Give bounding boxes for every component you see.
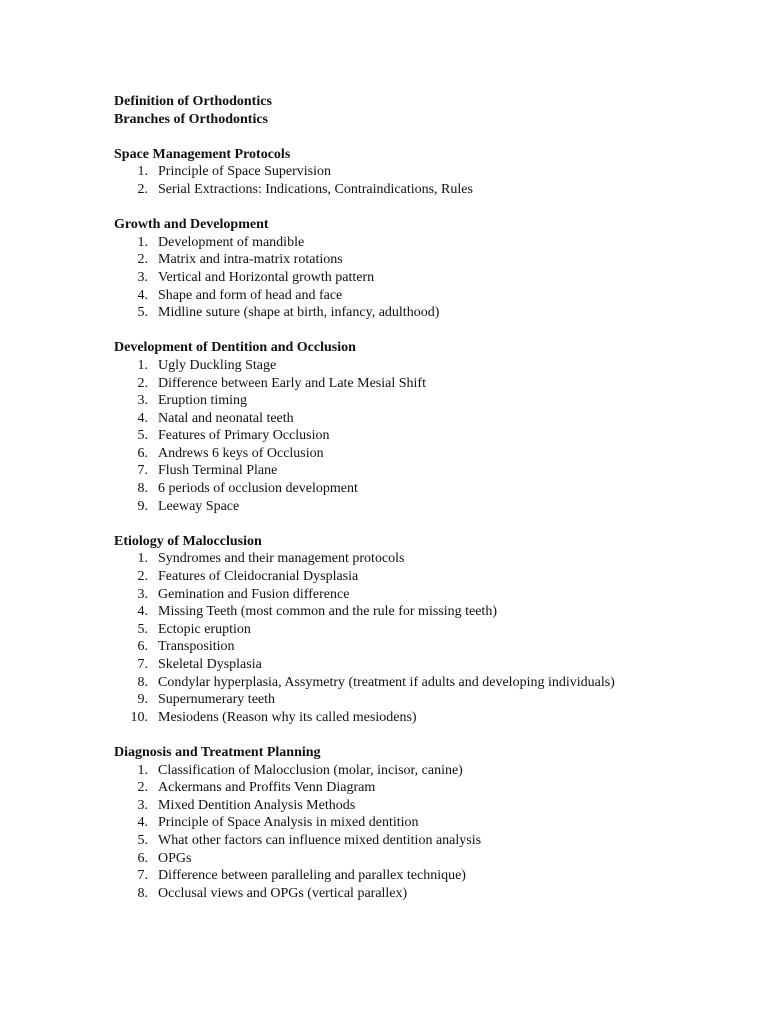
list-number: 3.	[137, 797, 148, 813]
list-item-text: Syndromes and their management protocols	[158, 551, 405, 567]
section-title: Diagnosis and Treatment Planning	[114, 744, 321, 760]
list-item	[114, 392, 734, 410]
list-item	[114, 638, 734, 656]
numbered-list	[114, 163, 734, 198]
list-item	[114, 234, 734, 252]
list-number: 3.	[137, 586, 148, 602]
list-item-text: Flush Terminal Plane	[158, 463, 278, 479]
list-item	[114, 375, 734, 393]
document-page	[114, 93, 734, 902]
numbered-list	[114, 357, 734, 515]
list-item-text: Midline suture (shape at birth, infancy, adulthood)	[158, 305, 440, 321]
list-item-text: Serial Extractions: Indications, Contraindications, Rules	[158, 181, 473, 197]
list-item-text: Transposition	[158, 639, 235, 655]
list-item	[114, 832, 734, 850]
list-item-text: What other factors can influence mixed dentition analysis	[158, 832, 482, 848]
section-title: Space Management Protocols	[114, 146, 291, 162]
list-item	[114, 357, 734, 375]
list-item-text: Mixed Dentition Analysis Methods	[158, 797, 356, 813]
list-number: 3.	[137, 393, 148, 409]
list-number: 6.	[137, 639, 148, 655]
list-number: 5.	[137, 428, 148, 444]
list-number: 5.	[137, 832, 148, 848]
list-item	[114, 674, 734, 692]
section-title: Development of Dentition and Occlusion	[114, 340, 356, 356]
section-title: Etiology of Malocclusion	[114, 533, 262, 549]
list-number: 8.	[137, 674, 148, 690]
section-space-management	[114, 146, 734, 199]
list-item-text: Condylar hyperplasia, Assymetry (treatment if adults and developing individuals)	[158, 674, 615, 690]
list-item	[114, 445, 734, 463]
list-number: 1.	[137, 234, 148, 250]
list-item-text: OPGs	[158, 850, 192, 866]
list-item-text: Ectopic eruption	[158, 621, 251, 637]
list-number: 6.	[137, 850, 148, 866]
list-item	[114, 287, 734, 305]
list-item-text: Shape and form of head and face	[158, 287, 343, 303]
list-number: 3.	[137, 269, 148, 285]
list-item	[114, 691, 734, 709]
list-number: 2.	[137, 375, 148, 391]
list-number: 4.	[137, 410, 148, 426]
list-item-text: Leeway Space	[158, 498, 240, 514]
list-number: 2.	[137, 780, 148, 796]
list-item-text: Vertical and Horizontal growth pattern	[158, 269, 375, 285]
list-item-text: Difference between paralleling and parallex technique)	[158, 868, 466, 884]
list-item-text: Development of mandible	[158, 234, 305, 250]
list-item	[114, 251, 734, 269]
numbered-list	[114, 234, 734, 322]
list-item-text: Natal and neonatal teeth	[158, 410, 294, 426]
list-item	[114, 586, 734, 604]
list-item-text: Ackermans and Proffits Venn Diagram	[158, 780, 376, 796]
list-item	[114, 656, 734, 674]
list-item	[114, 850, 734, 868]
list-item	[114, 814, 734, 832]
list-number: 10.	[130, 709, 148, 725]
list-number: 1.	[137, 762, 148, 778]
list-item	[114, 568, 734, 586]
list-item	[114, 410, 734, 428]
list-item-text: Principle of Space Analysis in mixed dentition	[158, 815, 419, 831]
list-item-text: Missing Teeth (most common and the rule for missing teeth)	[158, 604, 497, 620]
list-number: 1.	[137, 551, 148, 567]
list-number: 8.	[137, 885, 148, 901]
list-item-text: Principle of Space Supervision	[158, 164, 332, 180]
list-item	[114, 462, 734, 480]
list-number: 9.	[137, 692, 148, 708]
list-number: 1.	[137, 357, 148, 373]
list-item-text: 6 periods of occlusion development	[158, 481, 358, 497]
list-number: 7.	[137, 463, 148, 479]
section-title: Growth and Development	[114, 217, 269, 233]
list-item	[114, 709, 734, 727]
list-number: 9.	[137, 498, 148, 514]
list-item	[114, 603, 734, 621]
list-item	[114, 867, 734, 885]
list-number: 6.	[137, 445, 148, 461]
list-item-text: Skeletal Dysplasia	[158, 657, 262, 672]
list-item	[114, 621, 734, 639]
list-item-text: Difference between Early and Late Mesial Shift	[158, 375, 426, 391]
doc-heading-branches: Branches of Orthodontics	[114, 111, 268, 127]
list-item-text: Features of Primary Occlusion	[158, 428, 330, 444]
list-item-text: Andrews 6 keys of Occlusion	[158, 445, 324, 461]
list-number: 7.	[137, 657, 148, 672]
list-item	[114, 163, 734, 181]
list-number: 7.	[137, 868, 148, 884]
list-item-text: Ugly Duckling Stage	[158, 357, 277, 373]
list-item	[114, 550, 734, 568]
list-item-text: Eruption timing	[158, 393, 248, 409]
numbered-list	[114, 550, 734, 726]
list-item-text: Classification of Malocclusion (molar, incisor, canine)	[158, 762, 463, 778]
list-number: 8.	[137, 481, 148, 497]
list-item-text: Mesiodens (Reason why its called mesiodens)	[158, 709, 417, 725]
section-growth-development	[114, 216, 734, 322]
list-item-text: Features of Cleidocranial Dysplasia	[158, 569, 359, 585]
section-dentition-occlusion	[114, 339, 734, 515]
list-number: 5.	[137, 305, 148, 321]
list-item	[114, 885, 734, 903]
section-etiology-malocclusion	[114, 533, 734, 727]
list-item-text: Occlusal views and OPGs (vertical parallex)	[158, 885, 408, 901]
list-number: 4.	[137, 815, 148, 831]
list-item-text: Supernumerary teeth	[158, 692, 276, 708]
list-number: 5.	[137, 621, 148, 637]
list-item	[114, 269, 734, 287]
list-number: 1.	[137, 164, 148, 180]
list-item	[114, 498, 734, 516]
list-item	[114, 181, 734, 199]
list-number: 4.	[137, 604, 148, 620]
list-item	[114, 797, 734, 815]
section-diagnosis-treatment	[114, 744, 734, 902]
list-item	[114, 762, 734, 780]
list-number: 4.	[137, 287, 148, 303]
list-item	[114, 779, 734, 797]
list-item	[114, 480, 734, 498]
list-number: 2.	[137, 252, 148, 268]
list-number: 2.	[137, 569, 148, 585]
numbered-list	[114, 762, 734, 903]
list-item	[114, 304, 734, 322]
list-item-text: Matrix and intra-matrix rotations	[158, 252, 343, 268]
list-item	[114, 427, 734, 445]
list-number: 2.	[137, 181, 148, 197]
list-item-text: Gemination and Fusion difference	[158, 586, 350, 602]
doc-heading-definition: Definition of Orthodontics	[114, 94, 272, 109]
